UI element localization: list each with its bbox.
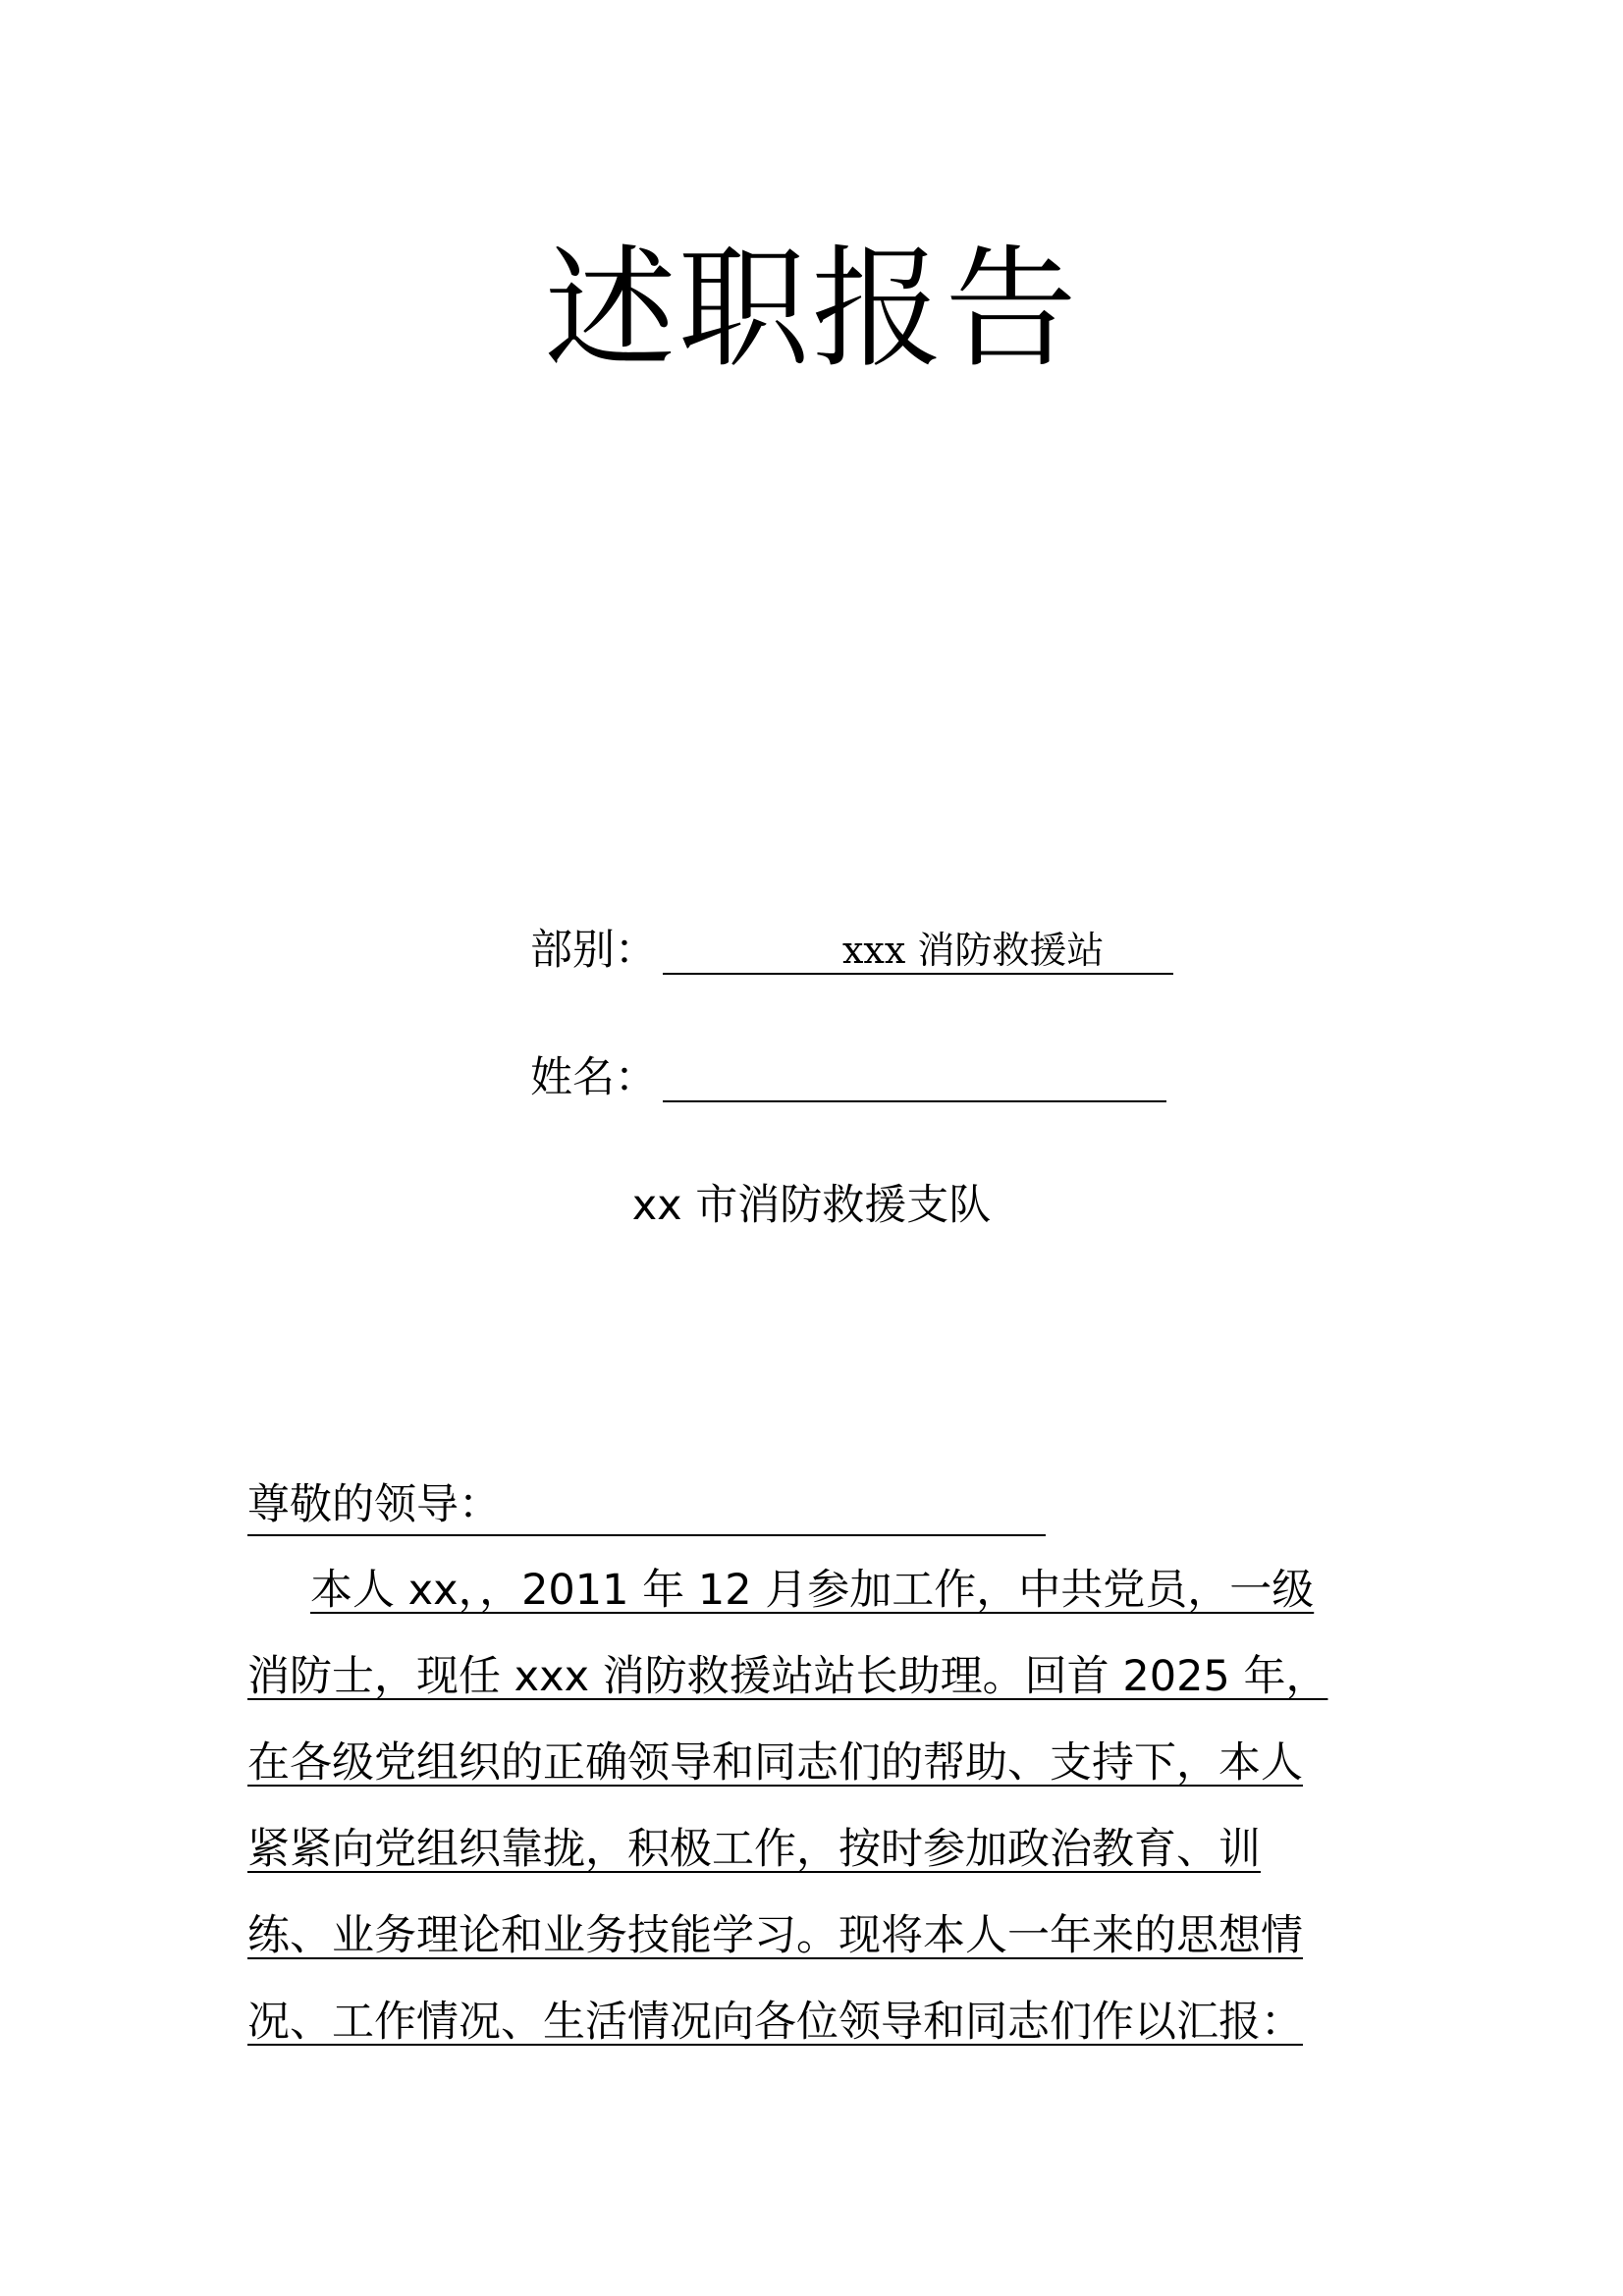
department-value-prefix: xxx — [842, 929, 906, 972]
body-line: 练、业务理论和业务技能学习。现将本人一年来的思想情 — [247, 1911, 1303, 1960]
organization-name: xx 市消防救援支队 — [631, 1181, 992, 1230]
name-label: 姓名： — [530, 1053, 657, 1102]
department-label: 部别： — [530, 926, 657, 975]
body-line: 况、工作情况、生活情况向各位领导和同志们作以汇报： — [247, 1998, 1303, 2047]
name-underline — [663, 1100, 1166, 1102]
body-line: 消防士，现任 xxx 消防救援站站长助理。回首 2025 年， — [247, 1652, 1328, 1701]
document-title: 述职报告 — [544, 233, 1079, 386]
department-field — [530, 923, 1188, 978]
body-line: 本人 xx，，2011 年 12 月参加工作，中共党员，一级 — [310, 1566, 1315, 1615]
body-line: 紧紧向党组织靠拢，积极工作，按时参加政治教育、训 — [247, 1825, 1261, 1874]
department-value — [842, 923, 1104, 978]
department-value-suffix: 消防救援站 — [917, 929, 1105, 972]
salutation: 尊敬的领导： — [247, 1477, 1046, 1536]
body-line: 在各级党组织的正确领导和同志们的帮助、支持下，本人 — [247, 1738, 1303, 1788]
name-field — [530, 1050, 1188, 1105]
